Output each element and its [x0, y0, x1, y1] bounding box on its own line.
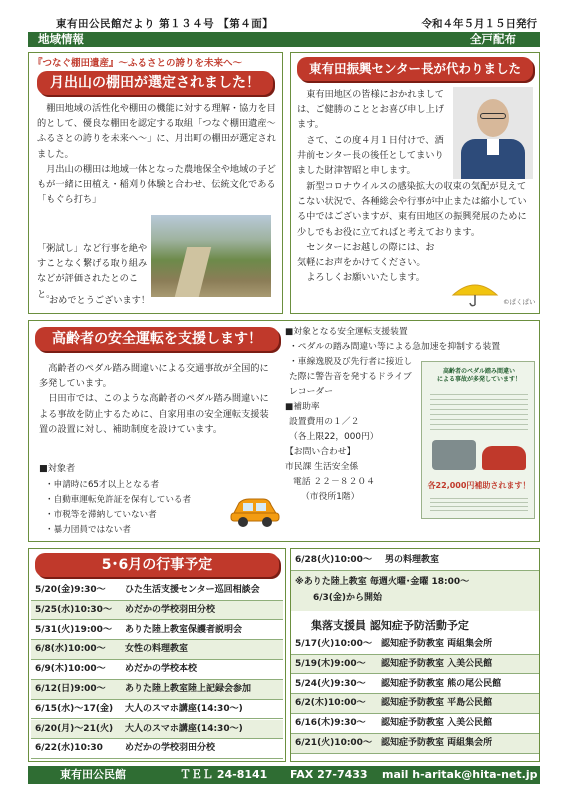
tanada-body [37, 101, 277, 207]
schedule-event: 認知症予防教室 入美公民館 [381, 718, 493, 729]
schedule-date: 5/24(火)9:30～ [295, 678, 366, 689]
footer-org: 東有田公民館 [60, 768, 126, 781]
schedule-date: 6/8(水)10:00～ [35, 644, 106, 655]
contact-phone: 電話 ２２－８２０４ [293, 477, 375, 487]
schedule-row [291, 635, 539, 655]
center-p2: さて、この度４月１日付けで、酒井前センター長の後任としてまいりました財津智昭と申します。 [297, 135, 444, 177]
rikujo-note-line1: ※ありた陸上教室 毎週火曜･金曜 18:00～ [295, 577, 470, 587]
section-label-right: 全戸配布 [470, 32, 516, 46]
safety-panel [28, 320, 540, 542]
subsidy-flyer [421, 361, 535, 519]
dementia-list [291, 635, 539, 759]
rice-terrace-photo [151, 215, 271, 297]
schedule-event: ひた生活支援センター巡回相談会 [125, 585, 260, 595]
schedule-date: 5/31(火)19:00～ [35, 624, 112, 635]
device-item: ・ペダルの踏み間違い等による急加速を抑制する装置 [289, 342, 501, 352]
footer-tel: ＴＥＬ 24-8141 [180, 768, 268, 781]
tanada-panel [28, 52, 283, 314]
schedule-date: 6/28(火)10:00～ [295, 555, 372, 565]
schedule-event: 大人のスマホ講座(14:30～) [125, 723, 243, 734]
field-path [175, 247, 211, 297]
dementia-title: 集落支援員 認知症予防活動予定 [311, 619, 469, 632]
issue-date: 令和４年５月１５日発行 [421, 18, 537, 30]
schedule-row [31, 581, 283, 601]
target-item: ・申請時に65才以上となる者 [45, 480, 160, 490]
target-heading: ■対象者 [39, 463, 76, 474]
center-panel [290, 52, 540, 314]
schedule-date: 5/20(金)9:30～ [35, 585, 106, 595]
schedule-row [31, 700, 283, 720]
rate-value: 設置費用の１／２ [289, 417, 360, 427]
schedule-row [31, 720, 283, 740]
center-body-2 [297, 133, 447, 179]
rikujo-note-line2: 6/3(金)から開始 [313, 593, 383, 603]
safety-body [39, 361, 277, 437]
schedule-row [291, 655, 539, 675]
target-item: ・市税等を滞納していない者 [45, 510, 157, 520]
schedule-row [291, 734, 539, 754]
schedule-row [291, 714, 539, 734]
section-label-left: 地域情報 [38, 32, 84, 46]
flyer-footer-block [430, 498, 528, 512]
schedule-event: 女性の料理教室 [125, 644, 189, 655]
schedule-date: 6/21(火)10:00～ [295, 738, 372, 748]
schedule-event: ありた陸上教室陸上記録会参加 [125, 684, 252, 694]
rate-max: （各上限22，000円） [289, 432, 379, 442]
schedule-date: 5/17(火)10:00～ [295, 639, 372, 649]
device-item: ・車線逸脱及び先行者に接近した際に警告音を発するドライブレコーダー [289, 357, 413, 397]
schedule-date: 5/25(水)10:30～ [35, 604, 112, 615]
schedule-date: 6/22(水)10:30 [35, 743, 103, 754]
tanada-subtitle: 『つなぐ棚田遺産』～ふるさとの誇りを未来へ～ [33, 58, 243, 69]
footer-fax: FAX 27-7433 [290, 768, 368, 781]
schedule-date: 6/15(水)～17(金) [35, 703, 114, 714]
center-title: 東有田振興センター長が代わりました [297, 57, 533, 81]
schedule-date: 6/2(木)10:00～ [295, 698, 366, 709]
device-heading: ■対象となる安全運転支援装置 [285, 327, 408, 337]
contact-heading: 【お問い合わせ】 [285, 447, 356, 457]
schedule-row [291, 694, 539, 714]
schedule-row [31, 680, 283, 700]
schedule-date: 6/12(日)9:00～ [35, 684, 106, 694]
schedule-event: 認知症予防教室 平島公民館 [381, 698, 493, 709]
contact-location: （市役所1階） [301, 492, 360, 502]
chief-photo [453, 87, 533, 179]
center-p1: 東有田地区の皆様におかれましては、ご健勝のこととお喜び申し上げます。 [297, 89, 444, 131]
schedule-title: 5･6月の行事予定 [35, 553, 279, 577]
schedule-event: 認知症予防教室 両組集会所 [381, 738, 493, 748]
schedule-event: めだかの学校羽田分校 [125, 604, 216, 615]
footer-bar [28, 766, 540, 784]
schedule-row [31, 621, 283, 641]
safety-p2: 日田市では、このような高齢者のペダル踏み間違いによる事故を防止するために、自家用車の安全運転支援装置の設置に対し、補助制度を設けています。 [39, 393, 269, 435]
center-p4: センターにお越しの際には、お気軽にお声をかけてください。 [297, 241, 435, 269]
center-p5: よろしくお願いいたします。 [306, 272, 425, 284]
tanada-p3: おめでとうございます！ [49, 295, 151, 306]
car-icon [229, 493, 281, 529]
center-body-3 [297, 179, 535, 285]
schedule-date: 6/16(木)9:30～ [295, 718, 366, 729]
schedule-row [291, 675, 539, 695]
flyer-title: 高齢者のペダル踏み間違い による事故が多発しています！ [436, 368, 521, 383]
schedule-row [31, 739, 283, 759]
rate-heading: ■補助率 [285, 402, 320, 412]
schedule-right-panel [290, 548, 540, 762]
schedule-row [31, 601, 283, 621]
safety-title: 高齢者の安全運転を支援します！ [35, 327, 279, 351]
umbrella-icon [451, 281, 499, 303]
schedule-event: ありた陸上教室保護者説明会 [125, 624, 243, 635]
schedule-date: 6/20(月)～21(火) [35, 723, 114, 734]
tanada-p2b: 「粥試し」など行事を絶やすことなく繋げる取り組みなどが評価されたとのこと。 [37, 243, 148, 300]
contact-dept: 市民課 生活安全係 [285, 462, 359, 472]
target-item: ・暴力団員ではない者 [45, 525, 131, 535]
schedule-event: 認知症予防教室 入美公民館 [381, 658, 493, 669]
flyer-text-block [430, 394, 528, 434]
footer-mail: mail h-aritak@hita-net.jp [382, 768, 538, 781]
flyer-car-image [482, 446, 526, 470]
schedule-event: 認知症予防教室 両組集会所 [381, 639, 493, 649]
schedule-event: めだかの学校本校 [125, 664, 198, 675]
chief-glasses [480, 113, 506, 119]
tanada-p1: 棚田地域の活性化や棚田の機能に対する理解・協力を目的として、優良な棚田を認定する取組「つなぐ棚田遺産～ふるさとの誇りを未来へ～」に、月出町の棚田が選定されました。 [37, 103, 276, 160]
rikujo-note [291, 571, 539, 611]
target-list [45, 478, 245, 538]
chief-collar [487, 139, 499, 155]
schedule-date: 6/9(木)10:00～ [35, 664, 106, 675]
tanada-title: 月出山の棚田が選定されました！ [37, 71, 273, 95]
safety-p1: 高齢者のペダル踏み間違いによる交通事故が全国的に多発しています。 [39, 363, 269, 390]
target-item: ・自動車運転免許証を保有している者 [45, 495, 192, 505]
center-p3: 新型コロナウイルスの感染拡大の収束の気配が見えてこない状況で、各種総会や行事が中止または縮小している中ではございますが、東有田地区の振興発展のために少しでもお役に立てればと考えております。 [297, 181, 527, 238]
schedule-event: 男の料理教室 [385, 555, 440, 565]
schedule-row [291, 551, 539, 571]
center-body [297, 87, 447, 133]
flyer-amount: 各22,000円補助されます！ [427, 481, 531, 490]
tanada-p2a: 月出山の棚田は地域一体となった農地保全や地域の子どもが一緒に田植え・稲刈り体験と合わせ、伝統文化である「もぐら打ち」 [37, 163, 276, 206]
schedule-event: めだかの学校羽田分校 [125, 743, 216, 754]
schedule-date: 5/19(木)9:00～ [295, 658, 366, 669]
newsletter-header: 東有田公民館だより 第１３４号 【第４面】 [56, 18, 274, 30]
schedule-row [31, 660, 283, 680]
schedule-list [31, 581, 283, 761]
schedule-panel [28, 548, 286, 762]
illustration-credit: ©ぱくぱい [503, 298, 536, 306]
section-bar [28, 32, 540, 47]
flyer-device-image [432, 440, 476, 470]
schedule-event: 大人のスマホ講座(14:30～) [125, 703, 243, 714]
schedule-row [31, 640, 283, 660]
schedule-event: 認知症予防教室 熊の尾公民館 [381, 678, 502, 689]
